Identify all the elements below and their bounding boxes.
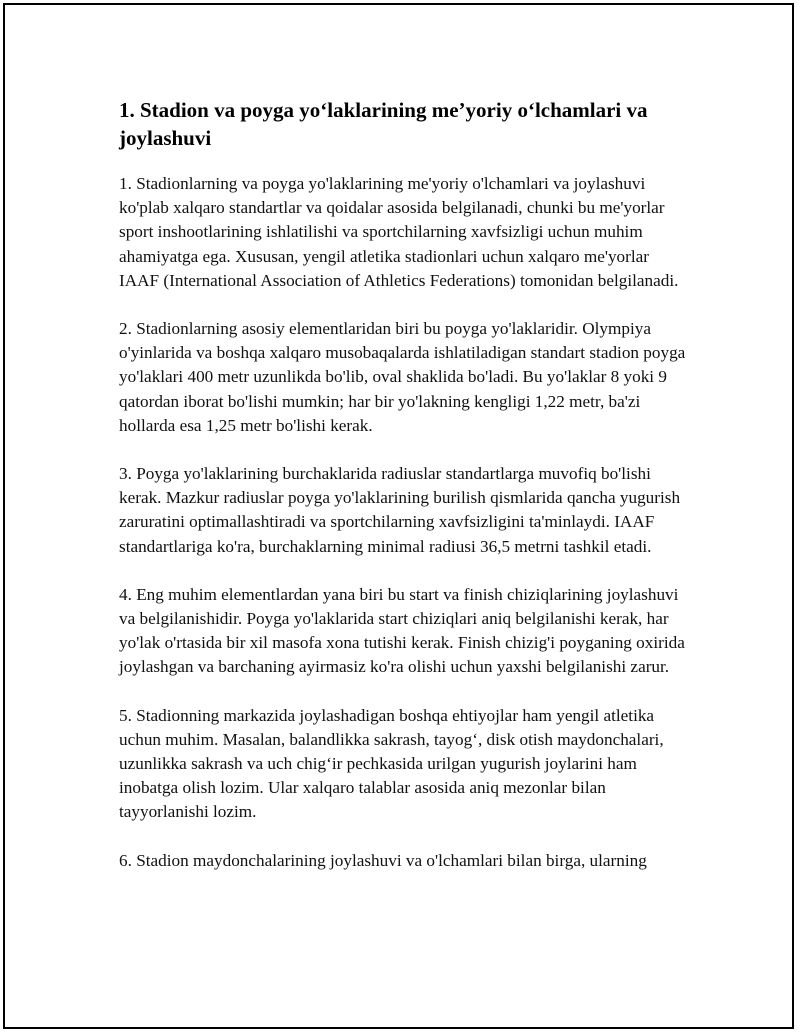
paragraph-4: 4. Eng muhim elementlardan yana biri bu start va finish chiziqlarining joylashuvi va belgilanishidir. Poyga yo'laklarida start chiziqlari aniq belgilanishi kerak, har yo'lak o'rtasida bir xil masofa xona tutishi kerak. Finish chizig'i poyganing oxirida joylashgan va barchaning ayirmasiz ko'ra olishi uchun yaxshi belgilanishi zarur. <box>119 584 685 677</box>
paragraph-1: 1. Stadionlarning va poyga yo'laklarining me'yoriy o'lchamlari va joylashuvi ko'plab xalqaro standartlar va qoidalar asosida belgilanadi, chunki bu me'yorlar sport inshootlarining ishlatilishi va sportchilarning xavfsizligi uchun muhim ahamiyatga ega. Xususan, yengil atletika stadionlari uchun xalqaro me'yorlar IAAF (International Association of Athletics Federations) tomonidan belgilanadi. <box>119 174 679 290</box>
paragraph-6: 6. Stadion maydonchalarining joylashuvi va o'lchamlari bilan birga, ularning <box>119 850 647 870</box>
document-content <box>119 96 691 897</box>
paragraph-3: 3. Poyga yo'laklarining burchaklarida radiuslar standartlarga muvofiq bo'lishi kerak. Mazkur radiuslar poyga yo'laklarining burilish qismlarida qancha yugurish zaruratini optimallashtiradi va sportchilarning xavfsizligini ta'minlaydi. IAAF standartlariga ko'ra, burchaklarning minimal radiusi 36,5 metrni tashkil etadi. <box>119 464 681 556</box>
paragraph-5: 5. Stadionning markazida joylashadigan boshqa ehtiyojlar ham yengil atletika uchun muhim. Masalan, balandlikka sakrash, tayog‘, disk otish maydonchalari, uzunlikka sakrash va uch chig‘ir pechkasida urilgan yugurish joylarini ham inobatga olish lozim. Ular xalqaro talablar asosida aniq mezonlar bilan tayyorlanishi lozim. <box>119 705 664 822</box>
document-page <box>3 3 794 1029</box>
section-heading: 1. Stadion va poyga yo‘laklarining me’yoriy o‘lchamlari va joylashuvi <box>119 98 648 150</box>
paragraph-2: 2. Stadionlarning asosiy elementlaridan biri bu poyga yo'laklaridir. Olympiya o'yinlarida va boshqa xalqaro musobaqalarda ishlatiladigan standart stadion poyga yo'laklari 400 metr uzunlikda bo'lib, oval shaklida bo'ladi. Bu yo'laklar 8 yoki 9 qatordan iborat bo'lishi mumkin; har bir yo'lakning kengligi 1,22 metr, ba'zi hollarda esa 1,25 metr bo'lishi kerak. <box>119 319 686 435</box>
